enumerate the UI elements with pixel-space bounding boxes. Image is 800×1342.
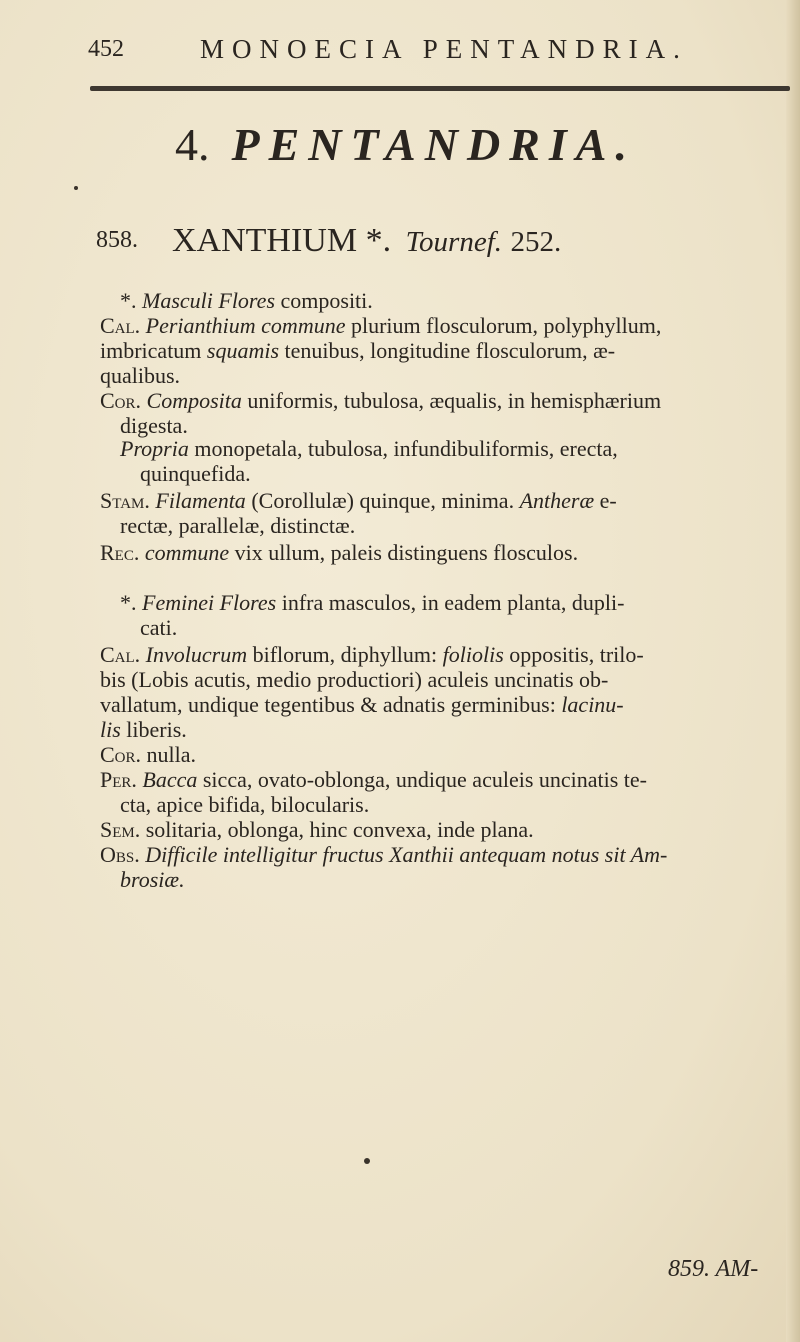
pericarp-label: Per. <box>100 767 137 792</box>
corolla-text: uniformis, tubulosa, æqualis, in hemisphærium <box>247 388 662 413</box>
asterisk: *. <box>120 288 137 313</box>
running-title: MONOECIA PENTANDRIA. <box>200 34 688 64</box>
section-heading <box>175 118 636 171</box>
calyx-text: liberis. <box>126 717 187 742</box>
corolla-term: Composita <box>146 388 242 413</box>
stamen-text: (Corollulæ) quinque, minima. <box>251 488 515 513</box>
header-rule <box>90 86 790 91</box>
page-number: 452 <box>88 36 124 62</box>
calyx-term: squamis <box>206 338 280 363</box>
calyx-label: Cal. <box>100 313 141 338</box>
calyx-text: bis (Lobis acutis, medio productiori) aculeis uncinatis ob- <box>100 667 609 692</box>
pericarp-text: sicca, ovato-oblonga, undique aculeis uncinatis te- <box>202 767 648 792</box>
genus-number: 858. <box>96 227 138 253</box>
section-number: 4. <box>175 119 210 170</box>
calyx-text: plurium flosculorum, polyphyllum, <box>350 313 662 338</box>
female-intro <box>100 590 784 640</box>
stamen-term: Filamenta <box>155 488 246 513</box>
running-head <box>88 30 740 70</box>
calyx-term: Perianthium commune <box>145 313 346 338</box>
calyx-text: tenuibus, longitudine flosculorum, æ- <box>284 338 616 363</box>
corolla-text: digesta. <box>120 413 188 438</box>
female-intro-text: cati. <box>140 615 178 640</box>
calyx-term: foliolis <box>442 642 504 667</box>
calyx-text: vallatum, undique tegentibus & adnatis germinibus: <box>100 692 556 717</box>
seed-text: solitaria, oblonga, hinc convexa, inde plana. <box>145 817 534 842</box>
propria-text: monopetala, tubulosa, infundibuliformis, erecta, <box>194 436 618 461</box>
stamen-term: Antheræ <box>519 488 595 513</box>
genus-ref: 252. <box>510 226 562 258</box>
male-calyx <box>100 313 784 388</box>
genus-author: Tournef. <box>405 226 503 258</box>
male-propria <box>100 436 784 486</box>
female-observation <box>100 842 784 892</box>
male-intro-text: compositi. <box>280 288 373 313</box>
observation-text: brosiæ. <box>120 867 185 892</box>
genus-name: XANTHIUM *. <box>172 222 392 259</box>
calyx-text: oppositis, trilo- <box>509 642 644 667</box>
observation-text: Difficile intelligitur fructus Xanthii antequam notus sit Am- <box>145 842 668 867</box>
female-intro-text: infra masculos, in eadem planta, dupli- <box>281 590 625 615</box>
calyx-text: imbricatum <box>100 338 202 363</box>
calyx-label: Cal. <box>100 642 141 667</box>
seed-label: Sem. <box>100 817 141 842</box>
female-calyx <box>100 642 784 742</box>
receptacle-label: Rec. <box>100 540 140 565</box>
stamen-text: rectæ, parallelæ, distinctæ. <box>120 513 356 538</box>
stamen-label: Stam. <box>100 488 150 513</box>
calyx-text: biflorum, diphyllum: <box>252 642 438 667</box>
calyx-term: Involucrum <box>145 642 248 667</box>
pericarp-term: Bacca <box>142 767 198 792</box>
receptacle-text: vix ullum, paleis distinguens flosculos. <box>234 540 579 565</box>
catchword: 859. AM- <box>668 1256 759 1282</box>
stamen-text: e- <box>599 488 617 513</box>
calyx-term: lis <box>100 717 121 742</box>
genus-heading <box>96 222 561 260</box>
male-stamens <box>100 488 784 538</box>
male-intro <box>100 288 784 313</box>
male-intro-italic: Masculi Flores <box>142 288 275 313</box>
calyx-term: lacinu- <box>561 692 624 717</box>
corolla-label: Cor. <box>100 388 142 413</box>
receptacle-term: commune <box>144 540 230 565</box>
asterisk: *. <box>120 590 137 615</box>
section-title: PENTANDRIA. <box>231 119 636 170</box>
female-pericarp <box>100 767 784 817</box>
corolla-text: nulla. <box>146 742 197 767</box>
male-receptacle <box>100 540 784 565</box>
observation-label: Obs. <box>100 842 140 867</box>
pericarp-text: cta, apice bifida, bilocularis. <box>120 792 370 817</box>
page-edge <box>786 0 800 1342</box>
female-seed <box>100 817 784 842</box>
female-corolla <box>100 742 784 767</box>
corolla-label: Cor. <box>100 742 142 767</box>
ink-spot <box>74 186 78 190</box>
propria-term: Propria <box>120 436 189 461</box>
ink-spot <box>364 1158 370 1164</box>
female-intro-italic: Feminei Flores <box>142 590 277 615</box>
calyx-text: qualibus. <box>100 363 181 388</box>
male-corolla <box>100 388 784 438</box>
propria-text: quinquefida. <box>140 461 251 486</box>
